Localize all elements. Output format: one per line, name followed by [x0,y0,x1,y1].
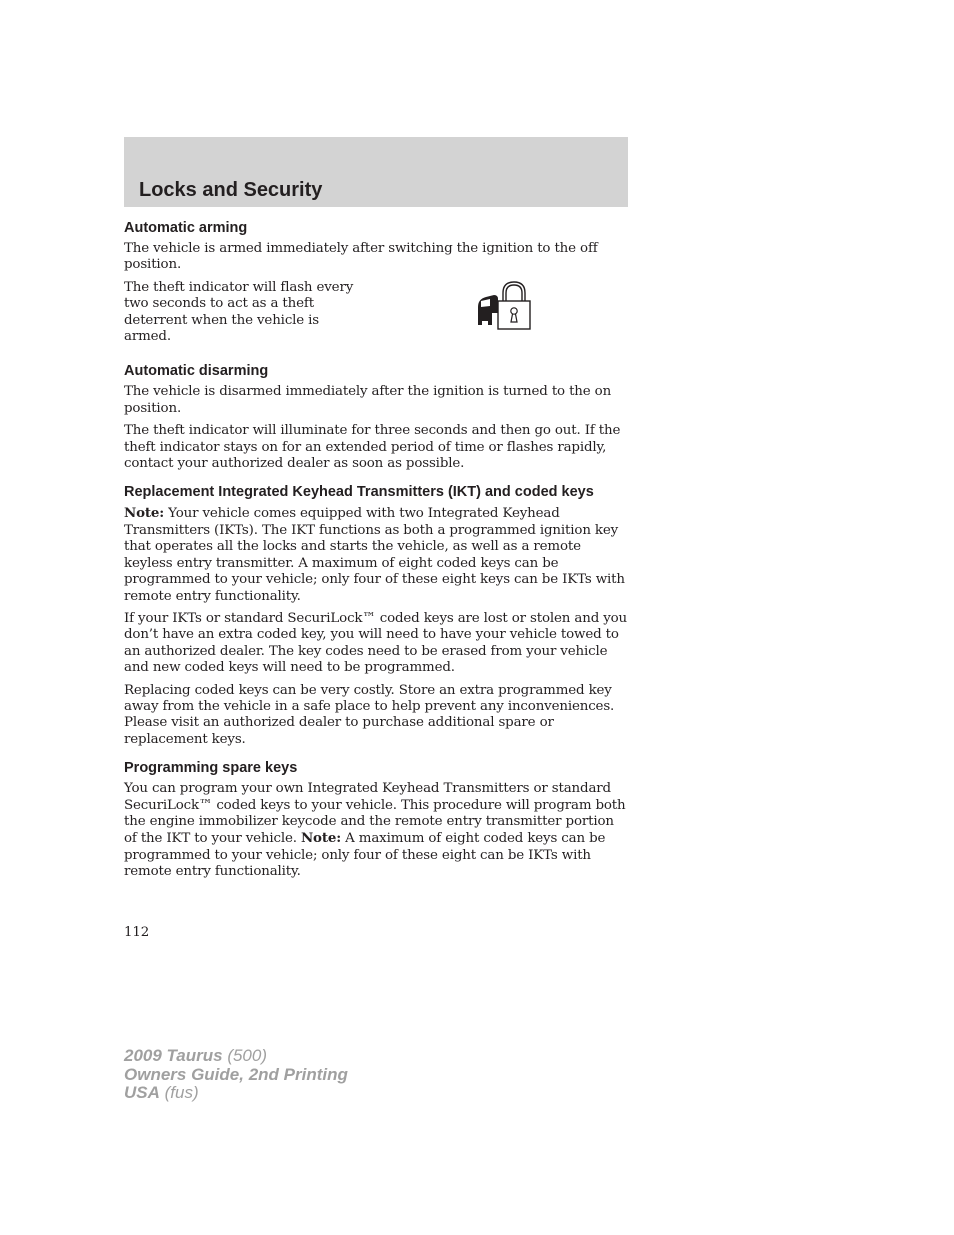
section-header-band [124,137,628,207]
section-heading: Programming spare keys [124,760,298,777]
paragraph: Replacing coded keys can be very costly. Store an extra programmed key away from the vehicle in a safe place to help prevent any inconveniences. Please visit an authorized dealer to purchase additional spare or replacement keys. [124,682,615,747]
footer-line-market: USA (fus) [124,1083,199,1102]
note-text: A maximum of eight coded keys can be programmed to your vehicle; only four of these eight can be IKTs with remote entry functionality. [124,831,606,880]
section-heading: Automatic disarming [124,363,269,380]
note-label: Note: [300,830,342,847]
section-automatic-arming [124,220,630,351]
document-footer [124,1047,348,1103]
paragraph: The theft indicator will illuminate for three seconds and then go out. If the theft indicator stays on for an extended period of time or flashes rapidly, contact your authorized dealer as soon as possible. [124,423,621,472]
paragraph: If your IKTs or standard SecuriLock™ coded keys are lost or stolen and you don’t have an extra coded key, you will need to have your vehicle towed to an authorized dealer. The key codes need to be erased from your vehicle and new coded keys will need to be programmed. [124,610,628,676]
note-text: Your vehicle comes equipped with two Integrated Keyhead Transmitters (IKTs). The IKT functions as both a programmed ignition key that operates all the locks and starts the vehicle, as well as a remote keyless entry transmitter. A maximum of eight coded keys can be programmed to your vehicle; only four of these eight keys can be IKTs with remote entry functionality. [124,506,625,604]
section-replacement-ikt-keys [124,484,630,748]
page-title: Locks and Security [139,179,323,201]
indicator-row [124,280,630,352]
paragraph: The vehicle is armed immediately after switching the ignition to the off position. [124,241,598,273]
paragraph [124,781,630,880]
footer-line-guide: Owners Guide, 2nd Printing [124,1064,348,1084]
footer-line-model: 2009 Taurus (500) [124,1046,268,1065]
section-programming-spare-keys [124,760,630,880]
page-number: 112 [124,925,150,940]
section-automatic-disarming [124,363,630,472]
paragraph: The vehicle is disarmed immediately after the ignition is turned to the on position. [124,384,612,416]
theft-indicator-car-lock-icon [474,279,538,339]
paragraph: The theft indicator will flash every two seconds to act as a theft deterrent when the vehicle is armed. [124,279,354,345]
paragraph-text: You can program your own Integrated Keyhead Transmitters or standard SecuriLock™ coded keys to your vehicle. This procedure will program both the engine immobilizer keycode and the remote entry transmitter portion of the IKT to your vehicle. [124,781,626,847]
section-heading: Automatic arming [124,220,248,236]
note-label: Note: [124,505,165,522]
paragraph [124,505,630,604]
section-heading: Replacement Integrated Keyhead Transmitters (IKT) and coded keys [124,484,594,501]
page-content [124,220,630,887]
